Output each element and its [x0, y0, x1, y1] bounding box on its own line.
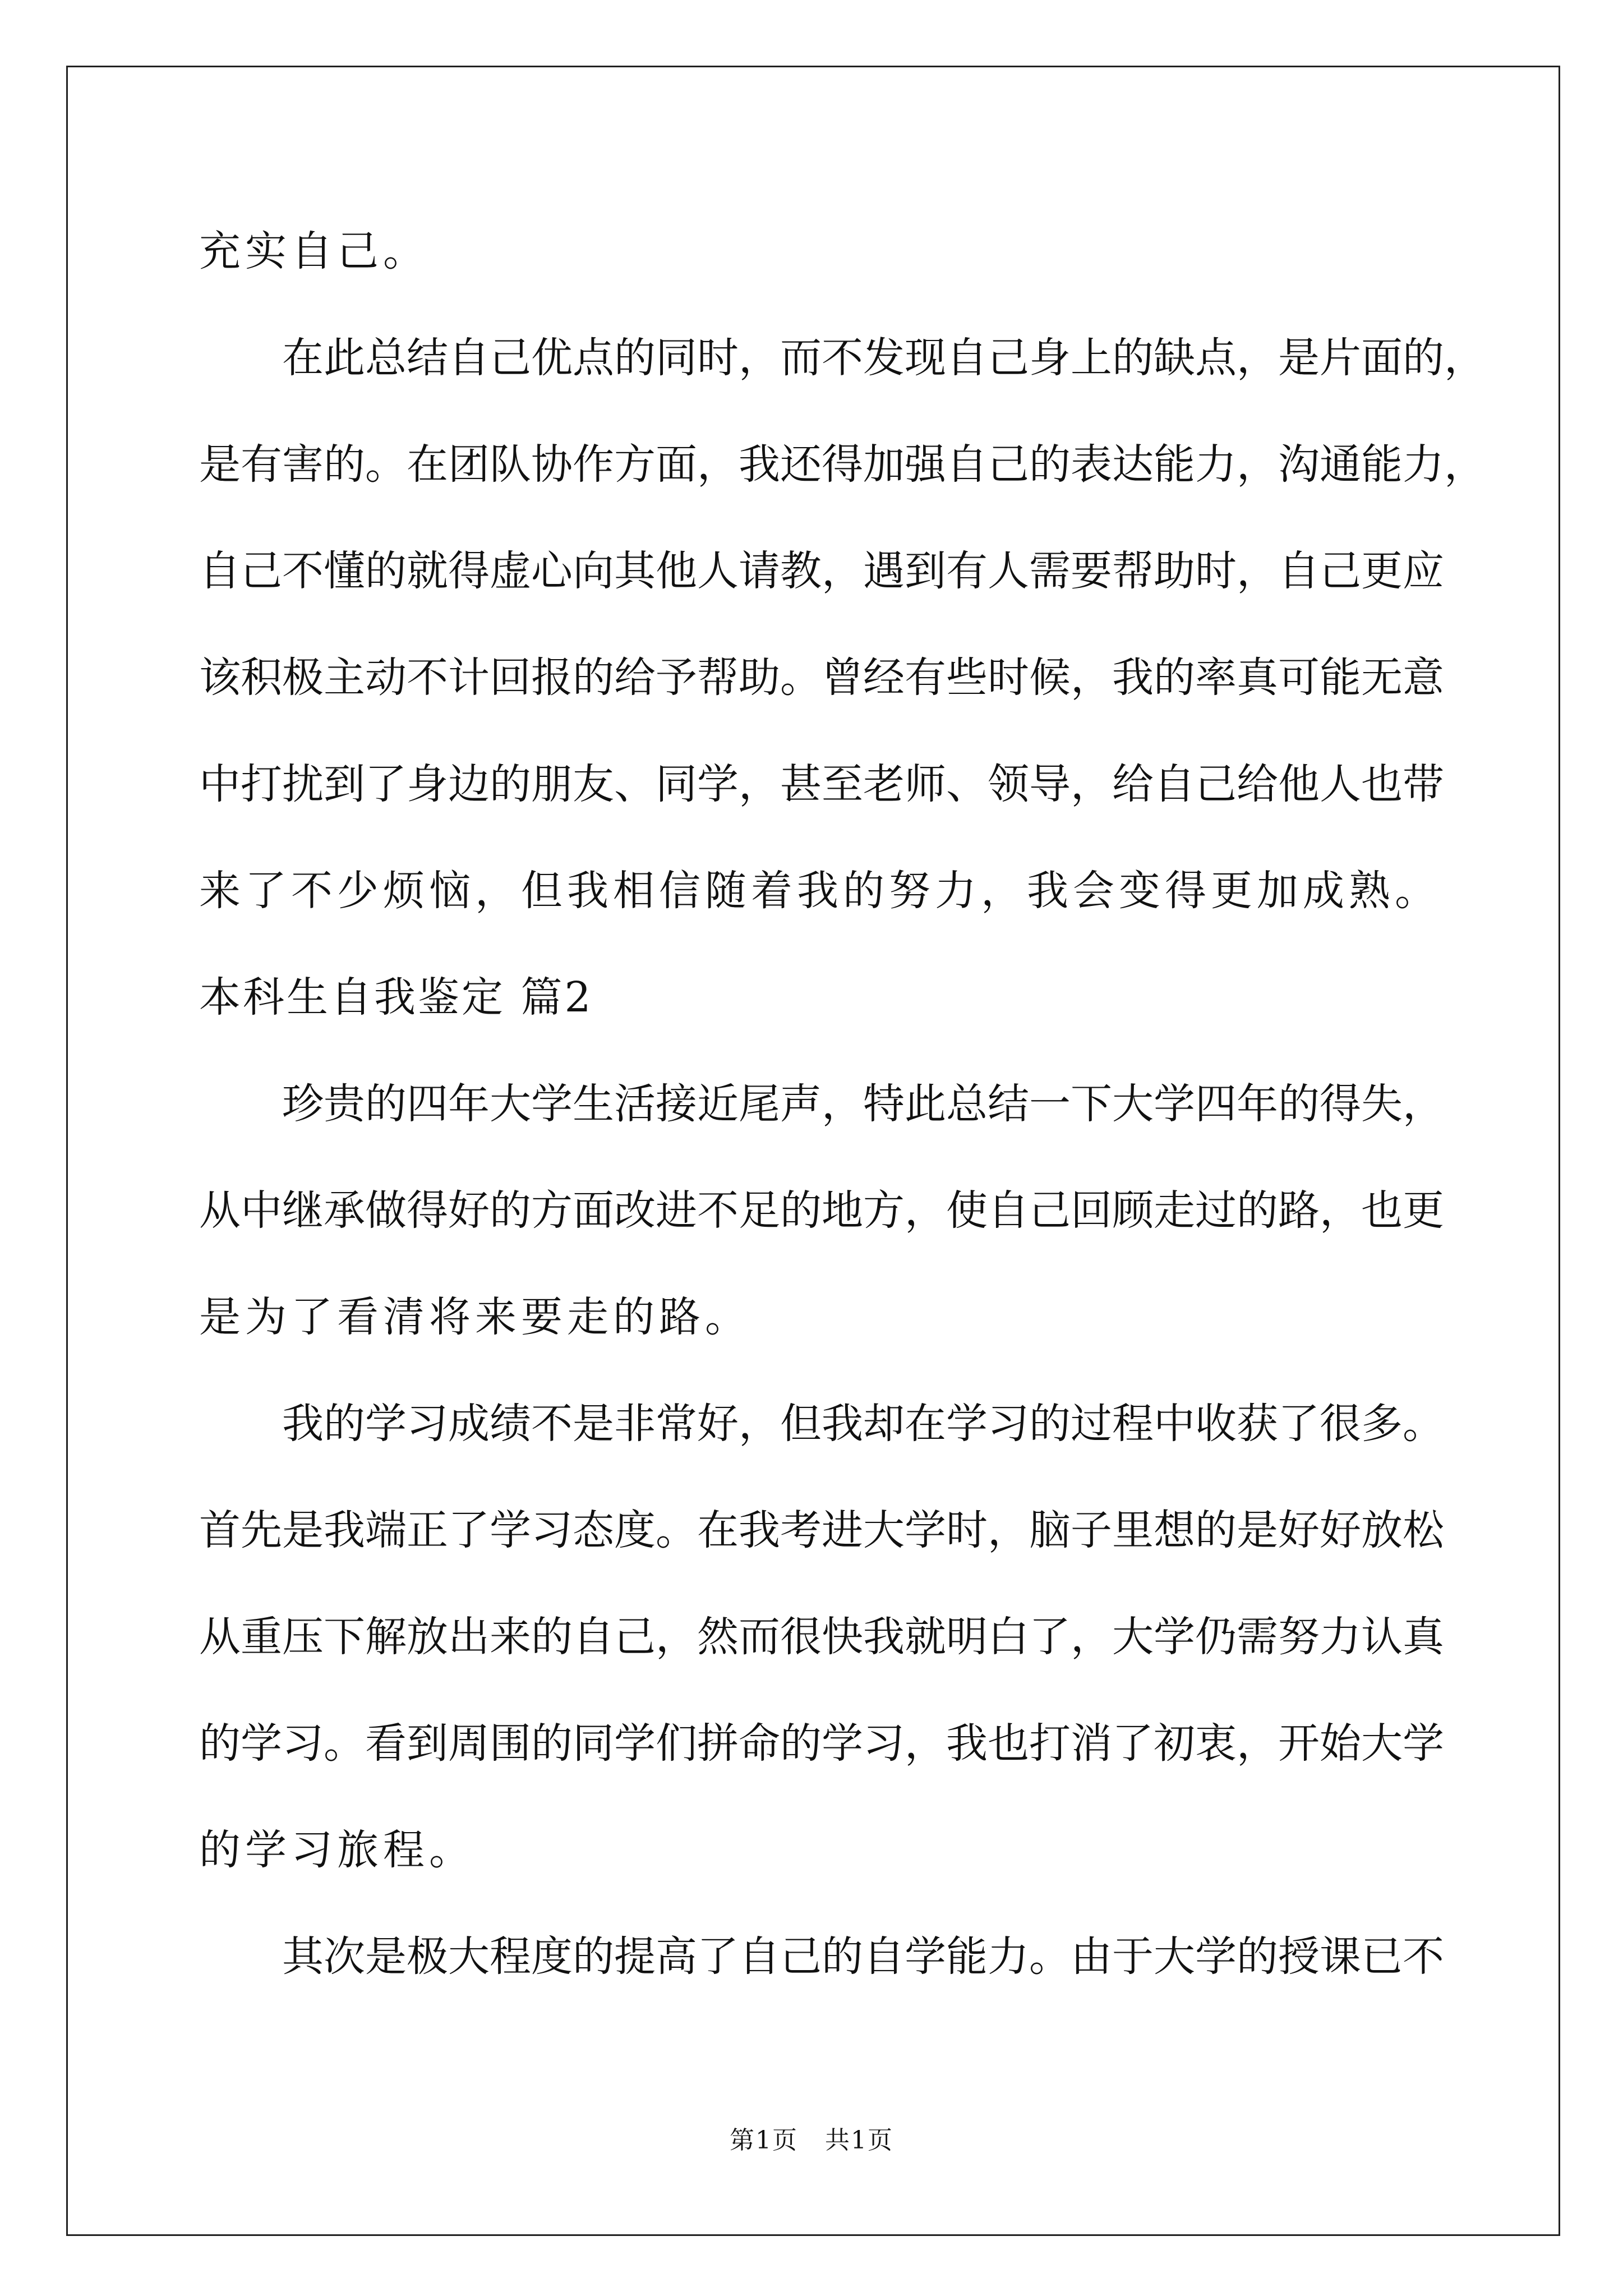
page-number-current: 第1页 [730, 2126, 798, 2155]
paragraph-line: 我的学习成绩不是非常好，但我却在学习的过程中收获了很多。 [282, 1400, 1444, 1448]
paragraph-line: 是有害的。在团队协作方面，我还得加强自己的表达能力，沟通能力， [199, 440, 1486, 489]
paragraph-line: 的学习旅程。 [199, 1826, 475, 1874]
paragraph-line: 从中继承做得好的方面改进不足的地方，使自己回顾走过的路，也更 [199, 1186, 1444, 1235]
page-number-total: 共1页 [825, 2126, 893, 2155]
page-footer [0, 2124, 1623, 2157]
paragraph-line: 从重压下解放出来的自己，然而很快我就明白了，大学仍需努力认真 [199, 1613, 1444, 1661]
paragraph-line: 来了不少烦恼，但我相信随着我的努力，我会变得更加成熟。 [199, 867, 1441, 915]
paragraph-line: 珍贵的四年大学生活接近尾声，特此总结一下大学四年的得失， [282, 1080, 1444, 1128]
page-frame [66, 66, 1560, 2236]
paragraph-line: 在此总结自己优点的同时，而不发现自己身上的缺点，是片面的， [282, 334, 1486, 382]
paragraph-line: 其次是极大程度的提高了自己的自学能力。由于大学的授课已不 [282, 1932, 1444, 1981]
paragraph-line: 该积极主动不计回报的给予帮助。曾经有些时候，我的率真可能无意 [199, 654, 1444, 702]
paragraph-line: 首先是我端正了学习态度。在我考进大学时，脑子里想的是好好放松 [199, 1506, 1444, 1554]
section-heading: 本科生自我鉴定 篇2 [199, 973, 593, 1022]
paragraph-line: 中打扰到了身边的朋友、同学，甚至老师、领导，给自己给他人也带 [199, 760, 1444, 808]
paragraph-line: 是为了看清将来要走的路。 [199, 1293, 751, 1341]
paragraph-line: 充实自己。 [199, 227, 429, 275]
paragraph-line: 自己不懂的就得虚心向其他人请教，遇到有人需要帮助时，自己更应 [199, 547, 1444, 595]
paragraph-line: 的学习。看到周围的同学们拼命的学习，我也打消了初衷，开始大学 [199, 1719, 1444, 1768]
